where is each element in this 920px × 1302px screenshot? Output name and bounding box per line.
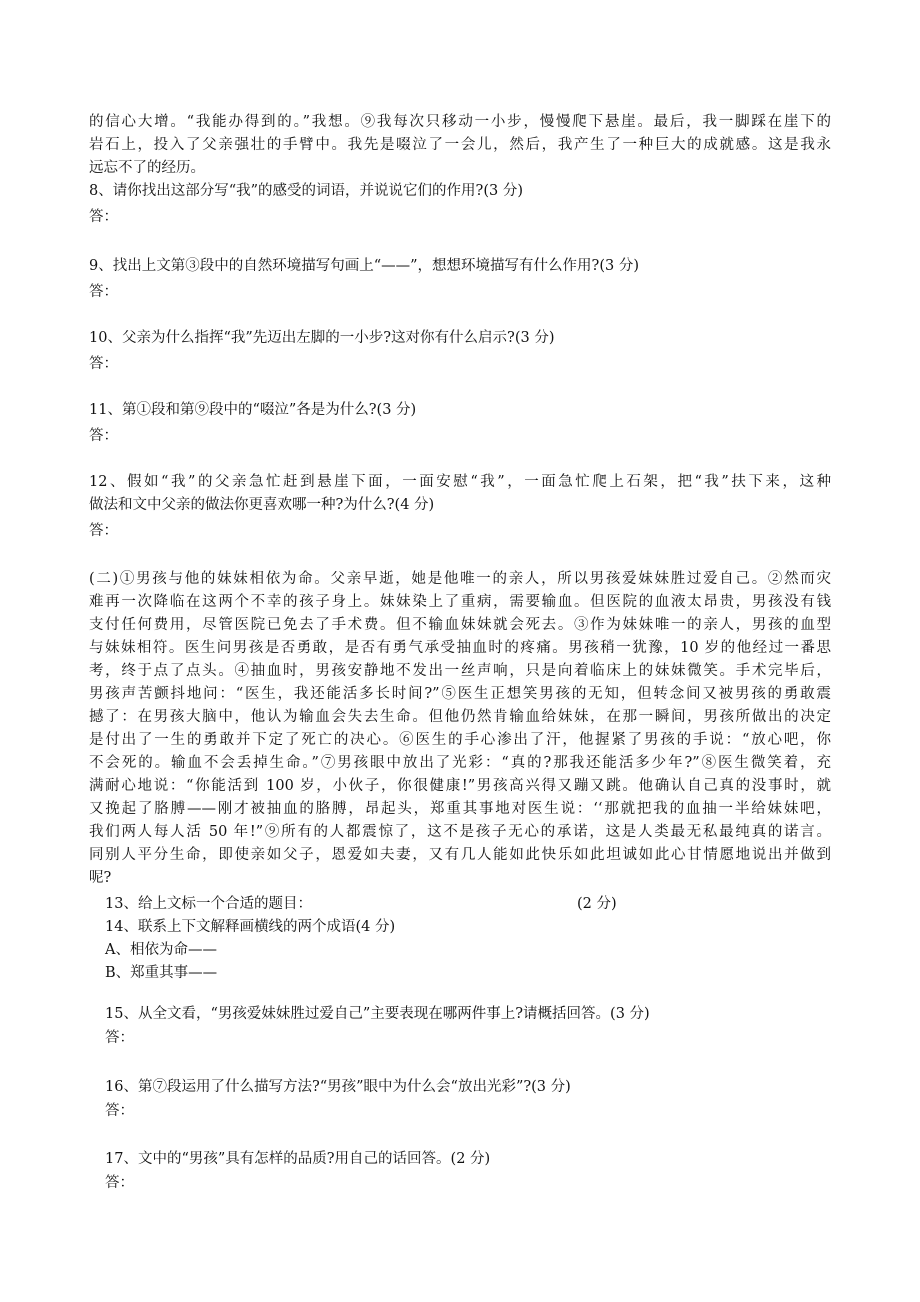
passage2-line-11: 又挽起了胳膊——刚才被抽血的胳膊，昂起头，郑重其事地对医生说：‘‘那就把我的血抽一半给妹妹吧，	[89, 801, 831, 817]
question-11: 11、第①段和第⑨段中的“啜泣”各是为什么?(3 分)	[89, 402, 417, 418]
passage2-line-2: 难再一次降临在这两个不幸的孩子身上。妹妹染上了重病，需要输血。但医院的血液太昂贵，男孩没有钱	[89, 594, 831, 610]
passage2-line-13: 同别人平分生命，即使亲如父子，恩爱如夫妻，又有几人能如此快乐如此坦诚如此心甘情愿地说出并做到	[89, 847, 831, 863]
question-13-score: (2 分)	[577, 896, 617, 912]
passage2-line-12: 我们两人每人活 50 年!”⑨所有的人都震惊了，这不是孩子无心的承诺，这是人类最无私最纯真的诺言。	[89, 824, 831, 840]
passage2-line-6: 男孩声苦颤抖地问：“医生，我还能活多长时间?”⑤医生正想笑男孩的无知，但转念间又被男孩的勇敢震	[89, 686, 831, 702]
passage1-line-3: 远忘不了的经历。	[89, 160, 205, 176]
passage1-line-2: 岩石上，投入了父亲强壮的手臂中。我先是啜泣了一会儿，然后，我产生了一种巨大的成就感。这是我永	[89, 137, 831, 153]
question-17: 17、文中的“男孩”具有怎样的品质?用自己的话回答。(2 分)	[105, 1151, 491, 1167]
passage2-line-3: 支付任何费用，尽管医院已免去了手术费。但不输血妹妹就会死去。③作为妹妹唯一的亲人，男孩的血型	[89, 617, 831, 633]
passage2-line-10: 满耐心地说：“你能活到 100 岁，小伙子，你很健康!”男孩高兴得又蹦又跳。他确认自己真的没事时，就	[89, 778, 831, 794]
passage2-line-5: 考，终于点了点头。④抽血时，男孩安静地不发出一丝声响，只是向着临床上的妹妹微笑。手术完毕后，	[89, 663, 831, 679]
question-16: 16、第⑦段运用了什么描写方法?“男孩”眼中为什么会“放出光彩”?(3 分)	[105, 1079, 571, 1095]
question-13: 13、给上文标一个合适的题目：	[105, 896, 312, 912]
question-14-item-b: B、郑重其事——	[105, 965, 218, 981]
answer-label-16: 答：	[105, 1103, 134, 1119]
question-12-line-2: 做法和文中父亲的做法你更喜欢哪一种?为什么?(4 分)	[89, 497, 435, 513]
question-14-item-a: A、相依为命——	[105, 942, 217, 958]
answer-label-8: 答：	[89, 209, 118, 225]
question-10: 10、父亲为什么指挥“我”先迈出左脚的一小步?这对你有什么启示?(3 分)	[89, 330, 555, 346]
passage2-line-7: 撼了：在男孩大脑中，他认为输血会失去生命。但他仍然肯输血给妹妹，在那一瞬间，男孩所做出的决定	[89, 709, 831, 725]
answer-label-15: 答：	[105, 1030, 134, 1046]
question-14: 14、联系上下文解释画横线的两个成语(4 分)	[105, 919, 396, 935]
answer-label-11: 答：	[89, 428, 118, 444]
answer-label-10: 答：	[89, 356, 118, 372]
question-12-line-1: 12、假如“我”的父亲急忙赶到悬崖下面，一面安慰“我”，一面急忙爬上石架，把“我”扶下来，这种	[89, 474, 831, 490]
question-15: 15、从全文看，“男孩爱妹妹胜过爱自己”主要表现在哪两件事上?请概括回答。(3 分)	[105, 1006, 650, 1022]
question-8: 8、请你找出这部分写“我”的感受的词语，并说说它们的作用?(3 分)	[89, 183, 523, 199]
answer-label-9: 答：	[89, 284, 118, 300]
passage2-line-4: 与妹妹相符。医生问男孩是否勇敢，是否有勇气承受抽血时的疼痛。男孩稍一犹豫，10 岁的他经过一番思	[89, 640, 831, 656]
passage1-line-1: 的信心大增。“我能办得到的。”我想。⑨我每次只移动一小步，慢慢爬下悬崖。最后，我一脚踩在崖下的	[89, 114, 831, 130]
question-9: 9、找出上文第③段中的自然环境描写句画上“——”，想想环境描写有什么作用?(3 分)	[89, 258, 639, 274]
passage2-line-14: 呢?	[89, 870, 112, 886]
answer-label-17: 答：	[105, 1175, 134, 1191]
passage2-line-8: 是付出了一生的勇敢并下定了死亡的决心。⑥医生的手心渗出了汗，他握紧了男孩的手说：“放心吧，你	[89, 732, 831, 748]
passage2-line-9: 不会死的。输血不会丢掉生命。”⑦男孩眼中放出了光彩：“真的?那我还能活多少年?”⑧医生微笑着，充	[89, 755, 831, 771]
passage2-line-1: (二)①男孩与他的妹妹相依为命。父亲早逝，她是他唯一的亲人，所以男孩爱妹妹胜过爱自己。②然而灾	[89, 571, 831, 587]
answer-label-12: 答：	[89, 523, 118, 539]
